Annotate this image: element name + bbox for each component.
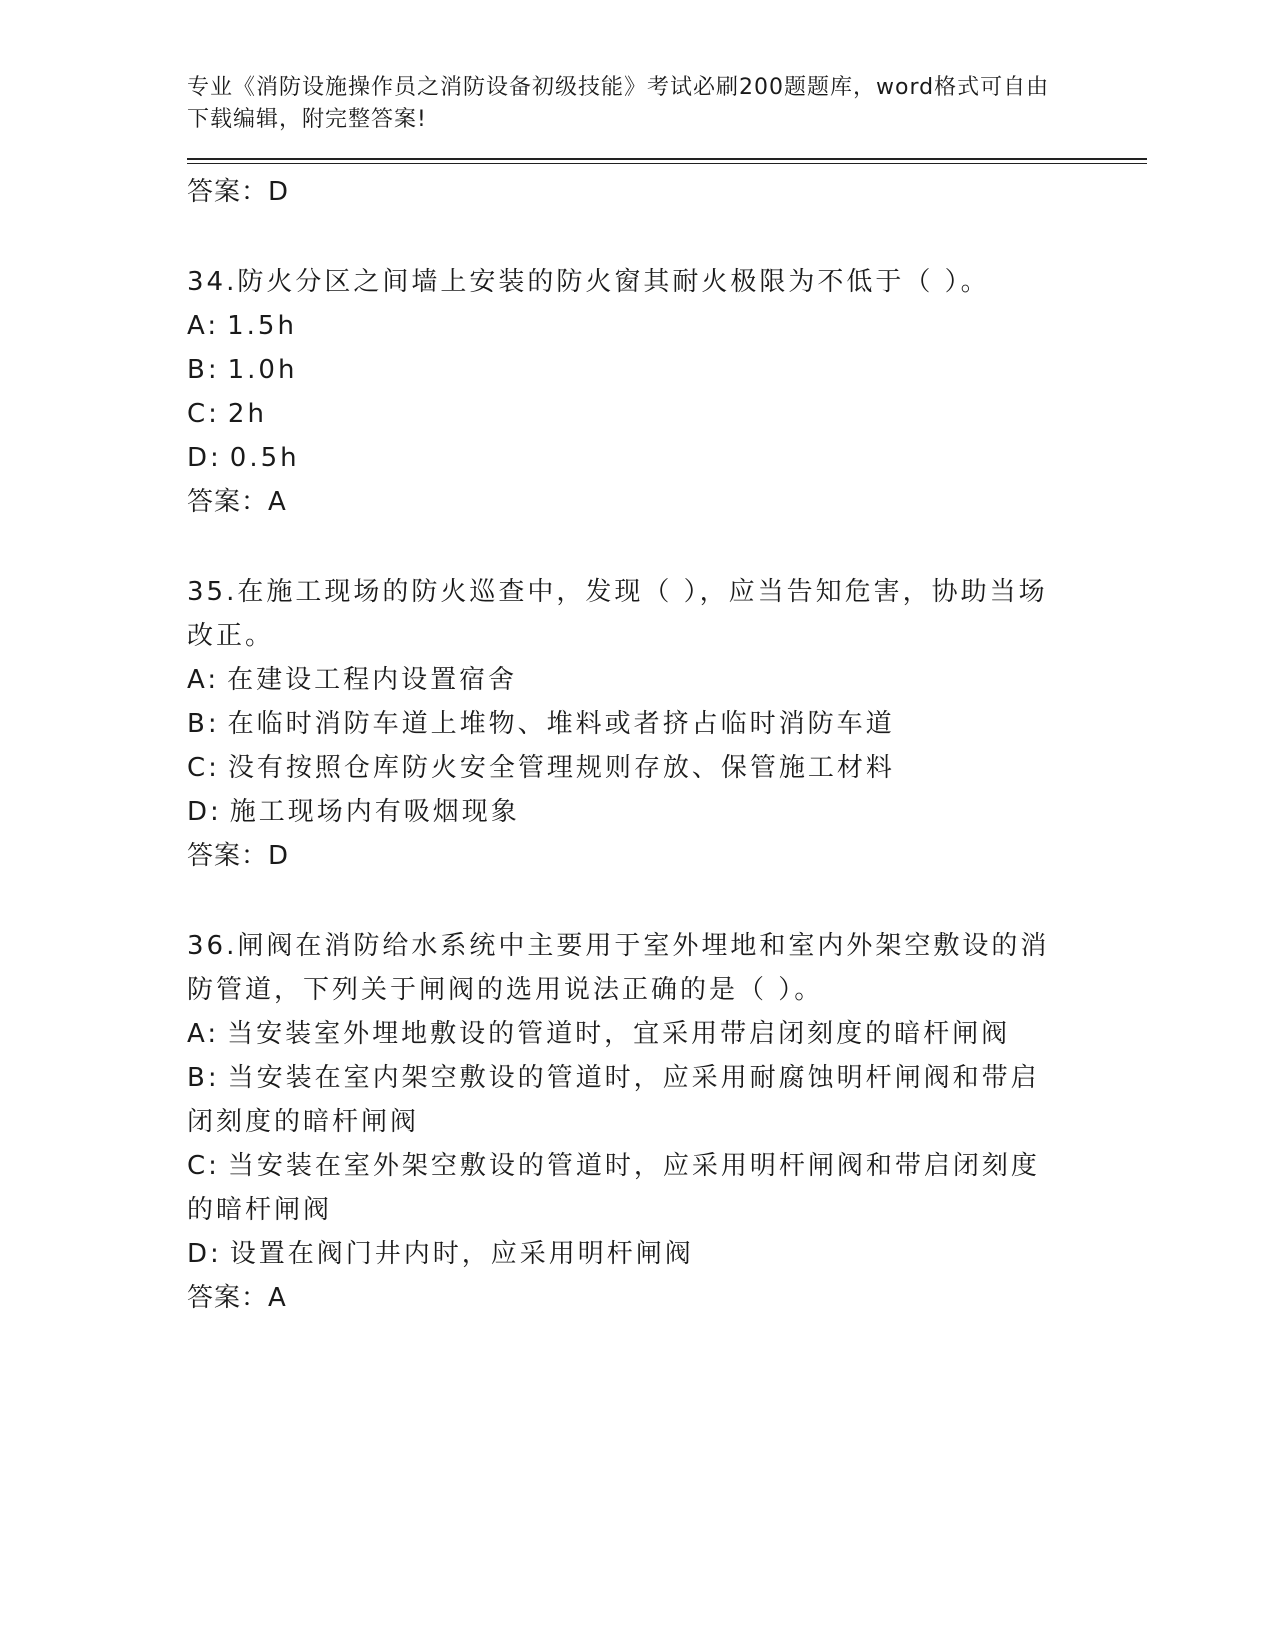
option-b: B: 1.0h (187, 355, 298, 385)
option-b: B: 在临时消防车道上堆物、堆料或者挤占临时消防车道 (187, 709, 895, 739)
question-text: 36.闸阀在消防给水系统中主要用于室外埋地和室内外架空敷设的消防管道，下列关于闸阀的选用说法正确的是（ ）。 (187, 931, 1050, 1005)
option-c: C: 当安装在室外架空敷设的管道时，应采用明杆闸阀和带启闭刻度的暗杆闸阀 (187, 1151, 1040, 1225)
answer-line: 答案：A (187, 487, 287, 517)
question-34 (187, 260, 1147, 524)
answer-line: 答案：D (187, 841, 290, 871)
option-b: B: 当安装在室内架空敷设的管道时，应采用耐腐蚀明杆闸阀和带启闭刻度的暗杆闸阀 (187, 1063, 1040, 1137)
question-text: 34.防火分区之间墙上安装的防火窗其耐火极限为不低于（ ）。 (187, 267, 990, 297)
option-a: A: 当安装室外埋地敷设的管道时，宜采用带启闭刻度的暗杆闸阀 (187, 1019, 1011, 1049)
option-a: A: 1.5h (187, 311, 297, 341)
header-divider (187, 158, 1147, 164)
option-d: D: 设置在阀门井内时，应采用明杆闸阀 (187, 1239, 694, 1269)
option-c: C: 2h (187, 399, 267, 429)
option-d: D: 0.5h (187, 443, 300, 473)
option-d: D: 施工现场内有吸烟现象 (187, 797, 520, 827)
question-36 (187, 924, 1147, 1320)
option-c: C: 没有按照仓库防火安全管理规则存放、保管施工材料 (187, 753, 895, 783)
answer-line: 答案：D (187, 177, 290, 207)
option-a: A: 在建设工程内设置宿舍 (187, 665, 518, 695)
document-page (187, 72, 1147, 1320)
question-35 (187, 570, 1147, 878)
answer-line: 答案：A (187, 1283, 287, 1313)
question-text: 35.在施工现场的防火巡查中，发现（ ），应当告知危害，协助当场改正。 (187, 577, 1048, 651)
document-header: 专业《消防设施操作员之消防设备初级技能》考试必刷200题题库，word格式可自由下载编辑，附完整答案! (187, 75, 1050, 132)
